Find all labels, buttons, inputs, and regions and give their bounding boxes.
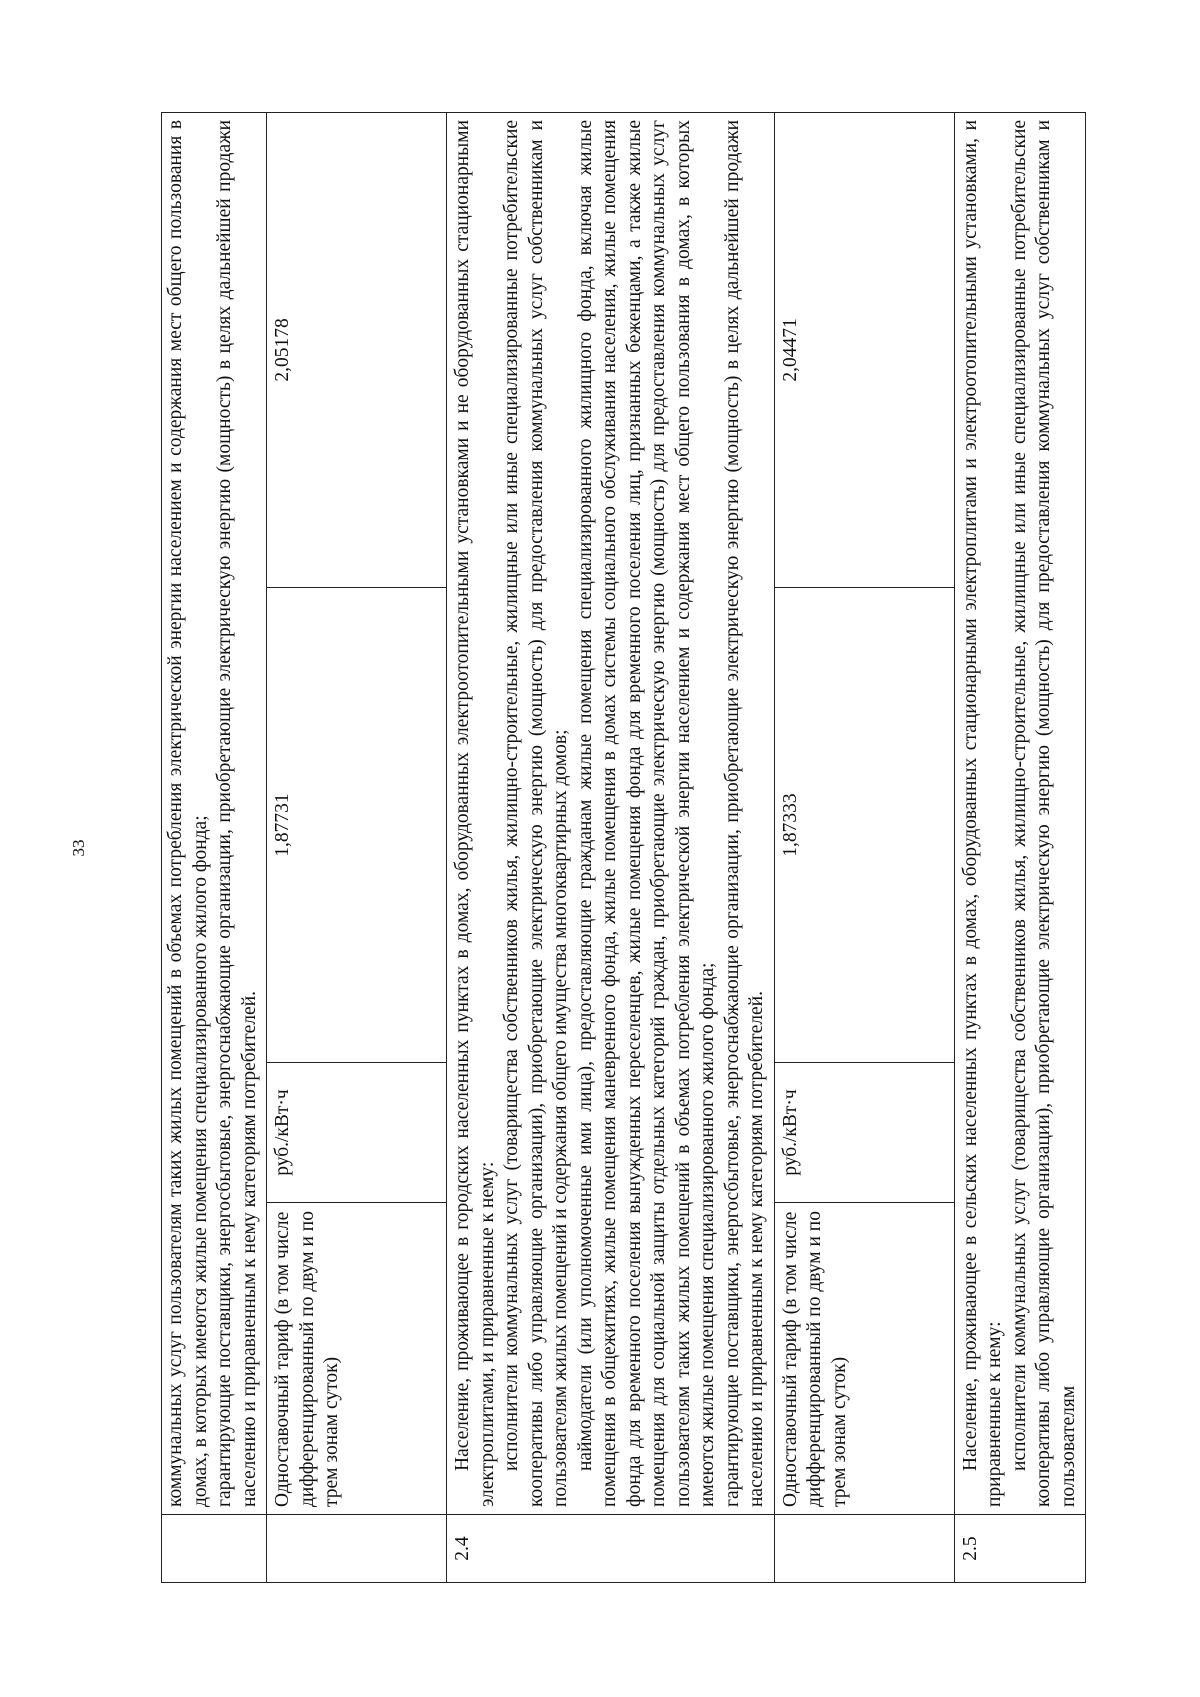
tariff-value-second-half: 2,05178 [267, 112, 447, 587]
row-2-5-description [954, 112, 1086, 1514]
tariff-label: Одноставочный тариф (в том числе дифференцированный по двум и по трем зонам суток) [267, 1203, 447, 1515]
tariff-unit: руб./кВт·ч [774, 1063, 954, 1203]
row-2-5-paragraph-2: исполнители коммунальных услуг (товарищества собственников жилья, жилищно-строительные, жилищные или иные специализированные потребительские кооперативы либо управляющие организации), приобретающие электрическую энергию (мощность) для предоставления коммунальных услуг собственникам и пользователям [1008, 119, 1079, 1507]
continuation-description [162, 112, 267, 1514]
row-number-cell-empty [774, 1515, 954, 1583]
rotated-page-content [161, 113, 1141, 1583]
row-number-cell-empty [267, 1515, 447, 1583]
tariff-value-first-half: 1,87731 [267, 588, 447, 1063]
row-2-5-paragraph-1: Население, проживающее в сельских населенных пунктах в домах, оборудованных стационарными электроплитами и электроотопительными установками, и приравненные к нему: [959, 119, 1005, 1507]
row-2-4-paragraph-3: наймодатели (или уполномоченные ими лица), предоставляющие гражданам жилые помещения специализированного жилищного фонда, включая жилые помещения в общежитиях, жилые помещения маневренного фонда, жилые помещения в домах системы социального обслуживания населения, жилые помещения фонда для временного поселения вынужденных переселенцев, жилые помещения фонда для временного поселения лиц, признанных беженцами, а также жилые помещения для социальной защиты отдельных категорий граждан, приобретающие электрическую энергию (мощность) для предоставления коммунальных услуг пользователям таких жилых помещений в объемах потребления электрической энергии населением и содержания мест общего пользования в домах, в которых имеются жилые помещения специализированного жилого фонда; [574, 119, 718, 1507]
tariff-unit: руб./кВт·ч [267, 1063, 447, 1203]
row-number-cell-empty [162, 1515, 267, 1583]
continuation-line-2: гарантирующие поставщики, энергосбытовые, энергоснабжающие организации, приобретающие электрическую энергию (мощность) в целях дальнейшей продажи населению и приравненным к нему категориям потребителей. [214, 119, 260, 1507]
page-number: 33 [69, 839, 88, 857]
table-row-2-5 [954, 112, 1086, 1582]
row-number: 2.4 [447, 1515, 775, 1583]
tariff-value-first-half: 1,87333 [774, 588, 954, 1063]
tariff-value-second-half: 2,04471 [774, 112, 954, 587]
row-2-4-description [447, 112, 775, 1514]
row-2-4-paragraph-1: Население, проживающее в городских населенных пунктах в домах, оборудованных электроотопительными установками и не оборудованных стационарными электроплитами, и приравненные к нему: [452, 119, 498, 1507]
continuation-line-1: коммунальных услуг пользователям таких жилых помещений в объемах потребления электрической энергии населением и содержания мест общего пользования в домах, в которых имеются жилые помещения специализированного жилого фонда; [165, 119, 211, 1507]
tariff-table [161, 112, 1086, 1583]
row-2-4-paragraph-4: гарантирующие поставщики, энергосбытовые, энергоснабжающие организации, приобретающие электрическую энергию (мощность) в целях дальнейшей продажи населению и приравненным к нему категориям потребителей. [721, 119, 767, 1507]
table-row-2-4 [447, 112, 775, 1582]
row-number: 2.5 [954, 1515, 1086, 1583]
table-row-tariff-continuation [267, 112, 447, 1582]
row-2-4-paragraph-2: исполнители коммунальных услуг (товарищества собственников жилья, жилищно-строительные, жилищные или иные специализированные потребительские кооперативы либо управляющие организации), приобретающие электрическую энергию (мощность) для предоставления коммунальных услуг собственникам и пользователям жилых помещений и содержания общего имущества многоквартирных домов; [501, 119, 571, 1507]
table-row-tariff-2-4 [774, 112, 954, 1582]
table-row-continuation [162, 112, 267, 1582]
tariff-label: Одноставочный тариф (в том числе дифференцированный по двум и по трем зонам суток) [774, 1203, 954, 1515]
